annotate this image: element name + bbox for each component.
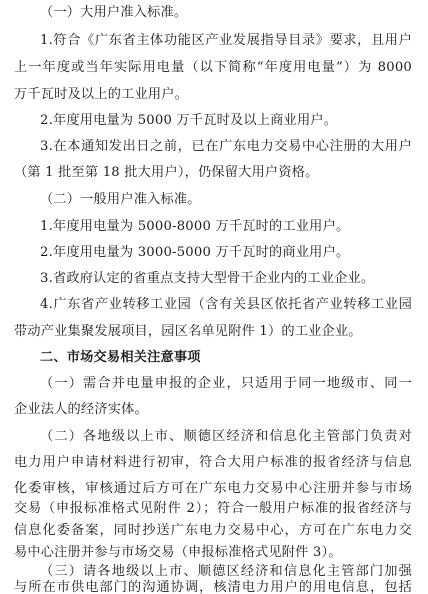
paragraph-line: 带动产业集聚发展项目，园区名单见附件 1）的工业企业。 <box>14 324 362 339</box>
paragraph-line: 2.年度用电量为 3000-5000 万千瓦时的商业用户。 <box>40 245 350 260</box>
paragraph-line: 信息化委备案，同时抄送广东电力交易中心，方可在广东电力交 <box>14 523 412 538</box>
paragraph-line: 易中心注册并参与市场交易（申报标准格式见附件 3）。 <box>14 545 342 560</box>
paragraph-line: 4.广东省产业转移工业园（含有关县区依托省产业转移工业园 <box>40 297 412 312</box>
subsection-heading-large-users: （一）大用户准入标准。 <box>40 5 188 20</box>
paragraph-line: 1.年度用电量为 5000-8000 万千瓦时的工业用户。 <box>40 219 350 234</box>
paragraph-line: 上一年度或当年实际用电量（以下简称“年度用电量”）为 8000 <box>14 60 412 75</box>
paragraph-line: 化委审核，审核通过后方可在广东电力交易中心注册并参与市场 <box>14 481 412 496</box>
paragraph-line: 1.符合《广东省主体功能区产业发展指导目录》要求，且用户 <box>40 33 412 48</box>
paragraph-line: 企业法人的经济实体。 <box>14 402 148 417</box>
section-heading-market-trading: 二、市场交易相关注意事项 <box>40 350 201 365</box>
paragraph-line: 电力用户申请材料进行初审，符合大用户标准的报省经济与信息 <box>14 455 412 470</box>
paragraph-line: 万千瓦时及以上的工业用户。 <box>14 87 189 102</box>
paragraph-line: （二）各地级以上市、顺德区经济和信息化主管部门负责对 <box>40 429 412 444</box>
paragraph-line: 2.年度用电量为 5000 万千瓦时及以上商业用户。 <box>40 113 338 128</box>
paragraph-line: 交易（申报标准格式见附件 2）；符合一般用户标准的报省经济与 <box>14 501 412 516</box>
paragraph-line: 与所在市供电部门的沟通协调，核清电力用户的用电信息，包括 <box>14 580 412 594</box>
paragraph-line: （第 1 批至第 18 批大用户），仍保留大用户资格。 <box>14 165 319 180</box>
subsection-heading-general-users: （二）一般用户准入标准。 <box>40 192 201 207</box>
paragraph-line: （三）请各地级以上市、顺德区经济和信息化主管部门加强 <box>40 564 412 579</box>
paragraph-line: 3.在本通知发出日之前，已在广东电力交易中心注册的大用户 <box>40 139 412 154</box>
paragraph-line: （一）需合并电量申报的企业，只适用于同一地级市、同一 <box>40 376 412 391</box>
paragraph-line: 3.省政府认定的省重点支持大型骨干企业内的工业企业。 <box>40 271 375 286</box>
